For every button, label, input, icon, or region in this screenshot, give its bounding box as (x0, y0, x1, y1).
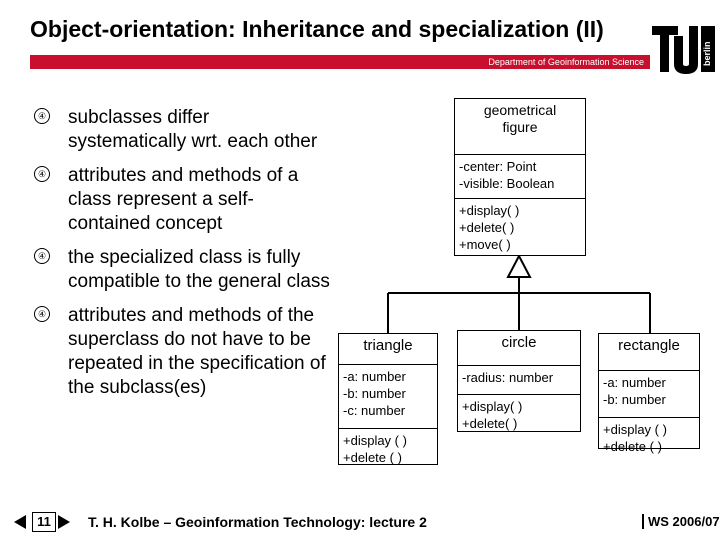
class-name: triangle (339, 334, 437, 365)
class-attributes: -center: Point -visible: Boolean (455, 155, 585, 199)
class-name: geometrical figure (455, 99, 585, 155)
slide-title: Object-orientation: Inheritance and specialization (II) (30, 16, 604, 42)
class-methods: +display ( ) +delete ( ) (603, 422, 667, 454)
class-methods: +display( ) +delete( ) (462, 399, 523, 431)
class-attributes: -a: number -b: number (599, 371, 699, 418)
class-attributes: -radius: number (458, 366, 580, 395)
bullet-text: subclasses differ systematically wrt. each other (68, 107, 318, 152)
department-label: Department of Geoinformation Science (488, 57, 644, 67)
class-geometrical-figure (454, 98, 586, 256)
footer-term: WS 2006/07 (642, 514, 720, 529)
class-methods: +display ( ) +delete ( ) (343, 433, 407, 465)
class-methods: +display( ) +delete( ) +move( ) (459, 203, 520, 252)
class-name: rectangle (599, 334, 699, 371)
bullet-text: attributes and methods of the superclass do not have to be repeated in the specification of the subclass(es) (68, 305, 326, 398)
bullet-marker: ④ (34, 306, 50, 322)
class-attributes: -a: number -b: number -c: number (339, 365, 437, 429)
logo-text: berlin (702, 41, 712, 66)
bullet-marker: ④ (34, 108, 50, 124)
bullet-text: attributes and methods of a class represent a self-contained concept (68, 165, 299, 234)
class-name: circle (458, 331, 580, 366)
bullet-marker: ④ (34, 166, 50, 182)
class-triangle (338, 333, 438, 465)
next-slide-icon[interactable] (58, 515, 70, 529)
footer-credit: T. H. Kolbe – Geoinformation Technology: lecture 2 (88, 514, 427, 530)
class-rectangle (598, 333, 700, 454)
previous-slide-icon[interactable] (14, 515, 26, 529)
page-number: 11 (32, 512, 56, 532)
class-circle (457, 330, 581, 432)
bullet-marker: ④ (34, 248, 50, 264)
bullet-text: the specialized class is fully compatible to the general class (68, 247, 330, 292)
